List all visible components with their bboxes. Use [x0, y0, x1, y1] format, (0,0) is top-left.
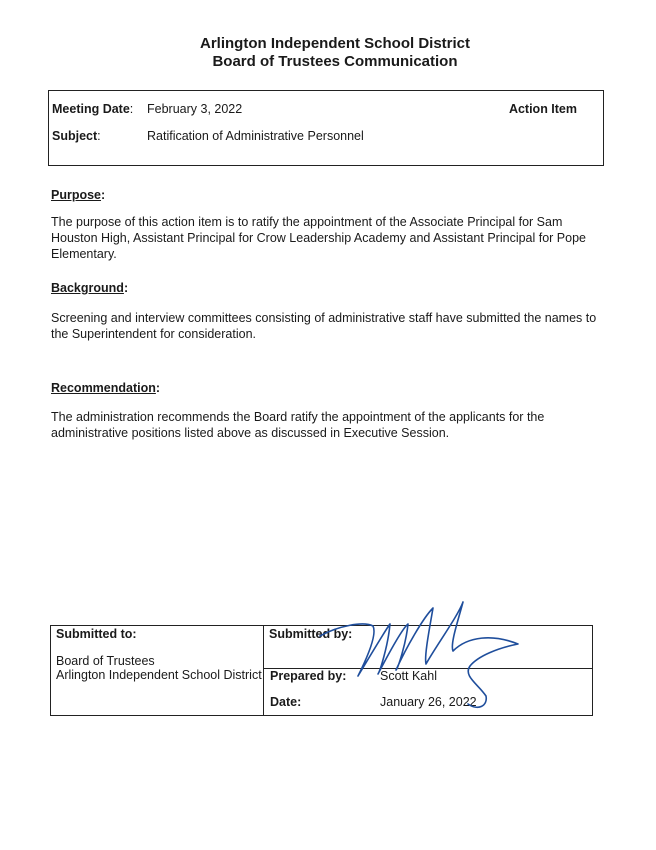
subject-value: Ratification of Administrative Personnel	[147, 129, 364, 143]
prepared-by-value: Scott Kahl	[380, 669, 437, 683]
district-name: Arlington Independent School District	[200, 35, 470, 52]
date-value: January 26, 2022	[380, 695, 477, 709]
submitted-to-label: Submitted to:	[56, 627, 137, 641]
background-text: Screening and interview committees consisting of administrative staff have submitted the names to the Superintendent for consideration.	[51, 311, 597, 341]
document-title: Board of Trustees Communication	[212, 53, 458, 70]
action-item-label: Action Item	[508, 102, 577, 116]
background-heading: Background:	[51, 281, 129, 295]
recommendation-heading: Recommendation:	[51, 381, 161, 395]
subject-label: Subject:	[52, 129, 101, 143]
meeting-date-value: February 3, 2022	[147, 102, 243, 116]
meeting-date-label: Meeting Date:	[52, 102, 134, 116]
submitted-to-line1: Board of Trustees	[56, 654, 155, 668]
document-header	[0, 35, 656, 71]
signature-stroke	[320, 602, 518, 707]
handwritten-signature	[318, 596, 538, 716]
prepared-by-label: Prepared by:	[270, 669, 347, 683]
submitted-to-line2: Arlington Independent School District	[56, 668, 262, 682]
submitted-by-label: Submitted by:	[269, 627, 353, 641]
purpose-heading: Purpose:	[51, 188, 106, 202]
date-label: Date:	[270, 695, 302, 709]
recommendation-text: The administration recommends the Board ratify the appointment of the applicants for the administrative positions listed above as discussed in Executive Session.	[51, 410, 545, 440]
purpose-text: The purpose of this action item is to ratify the appointment of the Associate Principal for Sam Houston High, Assistant Principal for Crow Leadership Academy and Assistant Principal for Pope Elementary.	[51, 215, 586, 261]
submitted-to-cell	[51, 626, 264, 715]
meeting-info-box	[48, 90, 604, 166]
